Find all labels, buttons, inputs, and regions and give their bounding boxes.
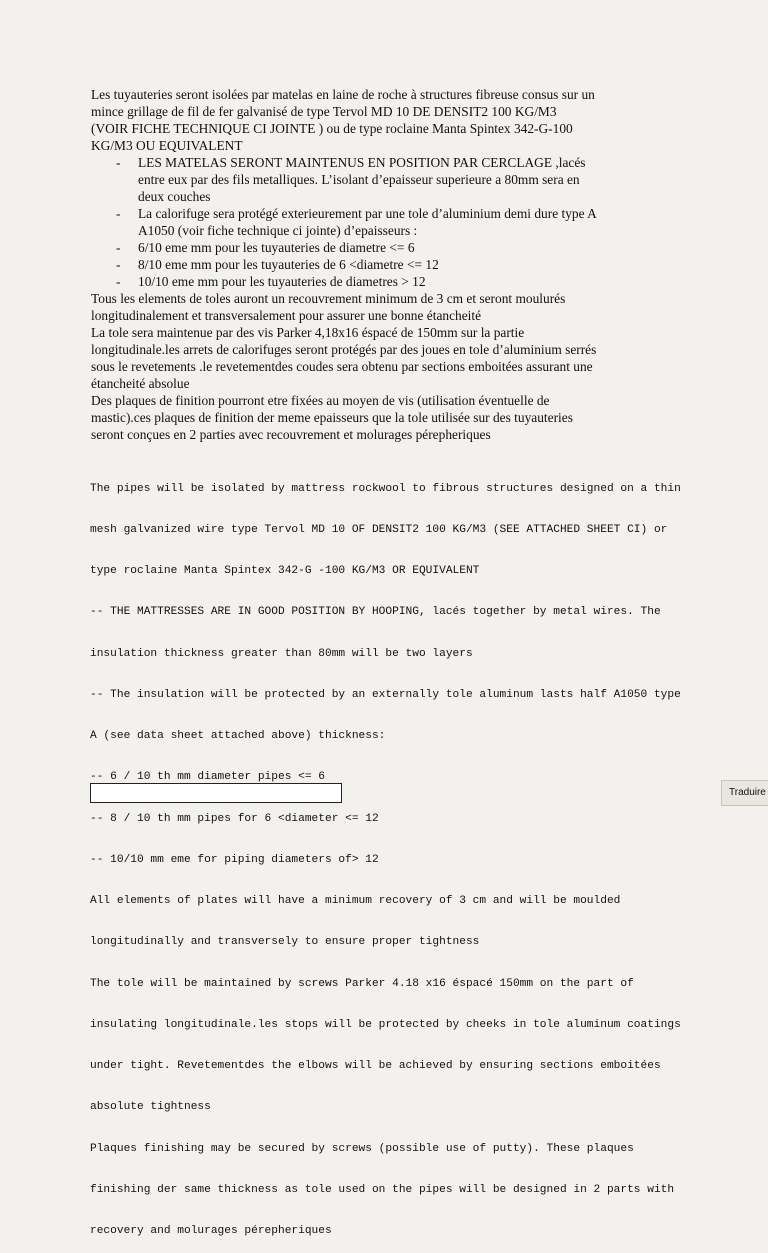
english-line: The tole will be maintained by screws Parker 4.18 x16 éspacé 150mm on the part of: [90, 977, 634, 990]
french-bullet: - 6/10 eme mm pour les tuyauteries de diametre <= 6: [91, 239, 691, 256]
english-line: longitudinally and transversely to ensure proper tightness: [90, 936, 480, 949]
french-bullet: - LES MATELAS SERONT MAINTENUS EN POSITION PAR CERCLAGE ,lacés entre eux par des fils metalliques. L’isolant d’epaisseur superieure a 80mm sera en deux couches: [91, 154, 691, 205]
english-line: finishing der same thickness as tole used on the pipes will be designed in 2 parts with: [90, 1183, 675, 1196]
french-paragraph: Tous les elements de toles auront un recouvrement minimum de 3 cm et seront moulurés longitudinalement et transversalement pour assurer une bonne étancheité: [91, 291, 566, 323]
english-line: All elements of plates will have a minimum recovery of 3 cm and will be moulded: [90, 895, 621, 907]
english-line: Plaques finishing may be secured by screws (possible use of putty). These plaques: [90, 1142, 634, 1155]
french-bullet: - 10/10 eme mm pour les tuyauteries de diametres > 12: [91, 273, 691, 290]
english-line: -- 8 / 10 th mm pipes for 6 <diameter <= 12: [90, 812, 379, 825]
english-line: The pipes will be isolated by mattress rockwool to fibrous structures designed on a thin: [90, 482, 681, 495]
english-line: under tight. Revetementdes the elbows will be achieved by ensuring sections emboitées: [90, 1060, 661, 1072]
french-bullet-list: [91, 154, 691, 290]
english-line: -- 10/10 mm eme for piping diameters of> 12: [90, 853, 379, 866]
english-line: -- THE MATTRESSES ARE IN GOOD POSITION BY HOOPING, lacés together by metal wires. The: [90, 606, 661, 619]
french-paragraph: Des plaques de finition pourront etre fixées au moyen de vis (utilisation éventuelle de mastic).ces plaques de finition der meme epaisseurs que la tole utilisée sur des tuyauteries seront conçues en 2 parties avec recouvrement et molurages pérepheriques: [91, 393, 573, 442]
translate-input[interactable]: [90, 783, 342, 803]
english-line: mesh galvanized wire type Tervol MD 10 OF DENSIT2 100 KG/M3 (SEE ATTACHED SHEET CI) or: [90, 523, 668, 536]
english-line: -- The insulation will be protected by an externally tole aluminum lasts half A1050 type: [90, 688, 681, 701]
translate-button[interactable]: Traduire: [721, 780, 768, 806]
english-line: insulation thickness greater than 80mm will be two layers: [90, 647, 473, 660]
english-translation: [90, 455, 768, 1253]
french-text: [91, 86, 691, 443]
french-intro: Les tuyauteries seront isolées par matelas en laine de roche à structures fibreuse consus sur un mince grillage de fil de fer galvanisé de type Tervol MD 10 DE DENSIT2 100 KG/M3 (VOIR FICHE TECHNIQUE CI JOINTE ) ou de type roclaine Manta Spintex 342-G-100 KG/M3 OU EQUIVALENT: [91, 87, 595, 153]
french-bullet: - La calorifuge sera protégé exterieurement par une tole d’aluminium demi dure type A A1050 (voir fiche technique ci jointe) d’epaisseurs :: [91, 205, 691, 239]
english-line: type roclaine Manta Spintex 342-G -100 KG/M3 OR EQUIVALENT: [90, 565, 480, 577]
english-line: insulating longitudinale.les stops will be protected by cheeks in tole aluminum coatings: [90, 1018, 681, 1031]
english-line: recovery and molurages pérepheriques: [90, 1225, 332, 1237]
french-paragraph: La tole sera maintenue par des vis Parker 4,18x16 éspacé de 150mm sur la partie longitudinale.les arrets de calorifuges seront protégés par des joues en tole d’aluminium serrés sous le revetements .le revetementdes coudes sera obtenu par sections emboitées assurant une étancheité absolue: [91, 325, 597, 391]
english-line: A (see data sheet attached above) thickness:: [90, 730, 386, 742]
english-line: -- 6 / 10 th mm diameter pipes <= 6: [90, 771, 325, 784]
french-bullet: - 8/10 eme mm pour les tuyauteries de 6 <diametre <= 12: [91, 256, 691, 273]
english-line: absolute tightness: [90, 1101, 211, 1114]
